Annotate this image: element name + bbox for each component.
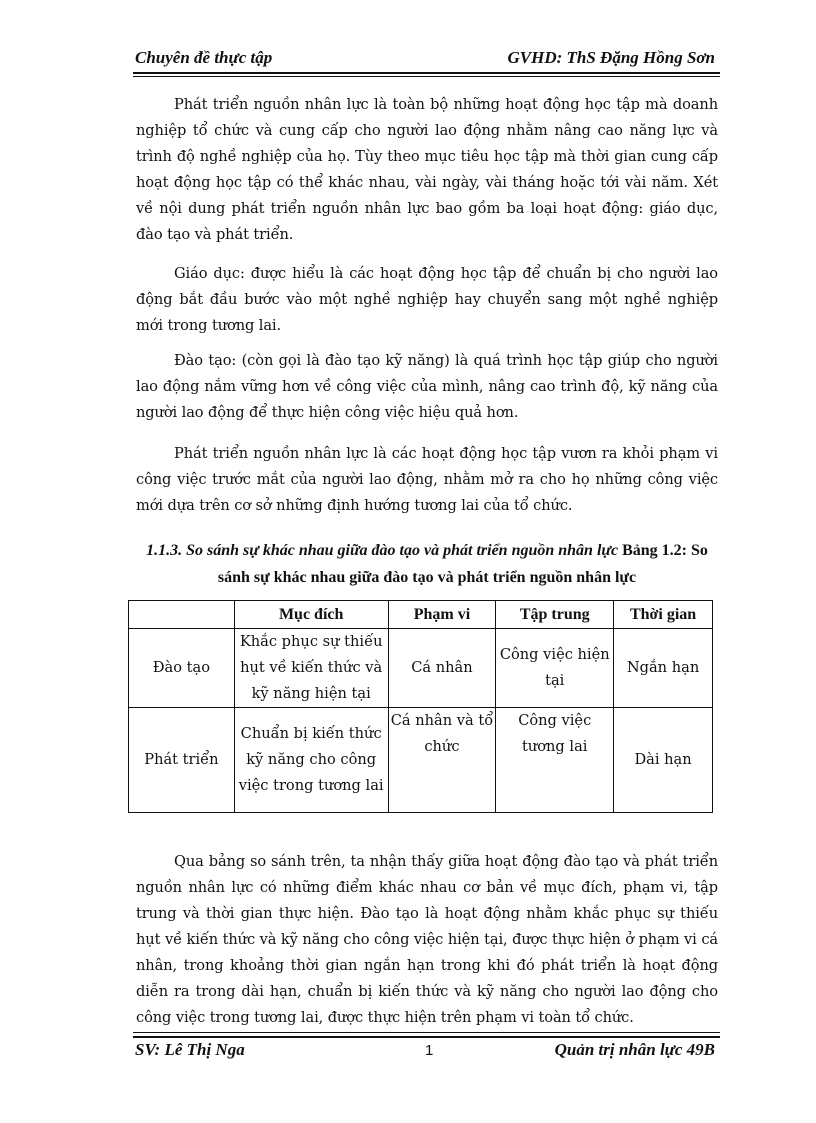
- paragraph-intro: Phát triển nguồn nhân lực là toàn bộ những hoạt động học tập mà doanh nghiệp tổ chức và cung cấp cho người lao động nhằm nâng cao năng lực và trình độ nghề nghiệp của họ. Tùy theo mục tiêu học tập mà thời gian cung cấp hoạt động học tập có thể khác nhau, vài ngày, vài tháng hoặc tới vài năm. Xét về nội dung phát triển nguồn nhân lực bao gồm ba loại hoạt động: giáo dục, đào tạo và phát triển.: [136, 96, 718, 243]
- table-header-cell: Phạm vi: [388, 601, 496, 629]
- table-header-cell: Tập trung: [496, 601, 614, 629]
- header-doc-title: Chuyên đề thực tập: [135, 48, 273, 67]
- table-row: [129, 708, 713, 813]
- header-rule: [133, 72, 720, 74]
- page-footer: [135, 1040, 715, 1064]
- footer-class: Quản trị nhân lực 49B: [554, 1040, 715, 1059]
- paragraph-training: Đào tạo: (còn gọi là đào tạo kỹ năng) là quá trình học tập giúp cho người lao động nắm vững hơn về công việc của mình, nâng cao trình độ, kỹ năng của người lao động để thực hiện công việc hiệu quả hơn.: [136, 352, 718, 421]
- table-cell: Dài hạn: [614, 708, 713, 813]
- footer-rule: [133, 1036, 720, 1038]
- comparison-table: [128, 600, 713, 813]
- table-cell: Đào tạo: [129, 629, 235, 708]
- section-heading-block: [136, 537, 718, 591]
- page-number: 1: [425, 1042, 434, 1059]
- paragraph-summary: Qua bảng so sánh trên, ta nhận thấy giữa hoạt động đào tạo và phát triển nguồn nhân lực có những điểm khác nhau cơ bản về mục đích, phạm vi, tập trung và thời gian thực hiện. Đào tạo là hoạt động nhằm khắc phục sự thiếu hụt về kiến thức và kỹ năng cho công việc hiện tại, được thực hiện ở phạm vi cá nhân, trong khoảng thời gian ngắn hạn trong khi đó phát triển là hoạt động diễn ra trong dài hạn, chuẩn bị kiến thức và kỹ năng cho người lao động cho công việc trong tương lai, được thực hiện trên phạm vi toàn tổ chức.: [136, 853, 718, 1026]
- page-header: [135, 46, 715, 72]
- header-rule-thin: [133, 76, 720, 77]
- footer-student: SV: Lê Thị Nga: [135, 1040, 245, 1059]
- table-caption: Bảng 1.2: So sánh sự khác nhau giữa đào tạo và phát triển nguồn nhân lực: [217, 542, 708, 586]
- table-cell: Công việc tương lai: [496, 708, 614, 813]
- table-header-row: [129, 601, 713, 629]
- table-cell: Cá nhân: [388, 629, 496, 708]
- footer-rule-thin: [133, 1032, 720, 1033]
- table-header-cell: Thời gian: [614, 601, 713, 629]
- table-header-cell: Mục đích: [234, 601, 388, 629]
- table-cell: Chuẩn bị kiến thức kỹ năng cho công việc trong tương lai: [234, 708, 388, 813]
- table-cell: Công việc hiện tại: [496, 629, 614, 708]
- table-cell: Ngắn hạn: [614, 629, 713, 708]
- paragraph-development: Phát triển nguồn nhân lực là các hoạt động học tập vươn ra khỏi phạm vi công việc trước mắt của người lao động, nhằm mở ra cho họ những công việc mới dựa trên cơ sở những định hướng tương lai của tổ chức.: [136, 445, 718, 514]
- paragraph-education: Giáo dục: được hiểu là các hoạt động học tập để chuẩn bị cho người lao động bắt đầu bước vào một nghề nghiệp hay chuyển sang một nghề nghiệp mới trong tương lai.: [136, 265, 718, 334]
- table-cell: Phát triển: [129, 708, 235, 813]
- table-row: [129, 629, 713, 708]
- table-cell: Cá nhân và tổ chức: [388, 708, 496, 813]
- table-cell: Khắc phục sự thiếu hụt về kiến thức và kỹ năng hiện tại: [234, 629, 388, 708]
- table-header-cell: [129, 601, 235, 629]
- section-heading: 1.1.3. So sánh sự khác nhau giữa đào tạo và phát triển nguồn nhân lực: [146, 542, 619, 559]
- header-supervisor: GVHD: ThS Đặng Hồng Sơn: [507, 48, 715, 67]
